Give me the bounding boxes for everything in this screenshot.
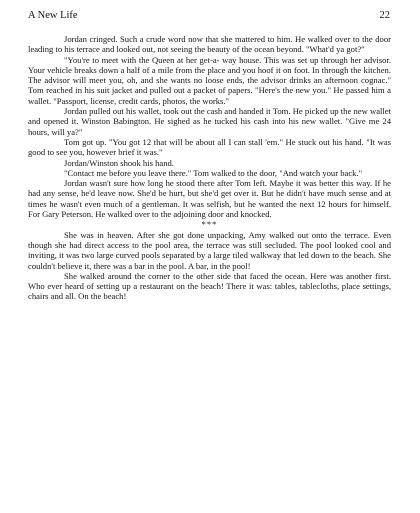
scene-break: *** xyxy=(201,219,218,230)
running-title: A New Life xyxy=(28,10,78,21)
paragraph: "You're to meet with the Queen at her get-a- way house. This was set up through her advisor. Your vehicle breaks down a half of a mile from the place and you hoof it on foot. In through the kitchen. The advisor will meet you, oh, and she wants no loose ends, the advisor drinks an afternoon cognac." Tom reached in his suit jacket and pulled out a packet of papers. "Here's the new you." He passed him a wallet. "Passport, license, credit cards, photos, the works." xyxy=(28,54,391,106)
body-text xyxy=(28,34,391,302)
paragraph: Jordan pulled out his wallet, took out the cash and handed it Tom. He picked up the new wallet and opened it. Winston Babington. He sighed as he tucked his cash into his new wallet. "Give me 24 hours, will ya?" xyxy=(28,106,391,137)
paragraph: Jordan cringed. Such a crude word now that she mattered to him. He walked over to the door leading to his terrace and looked out, not seeing the beauty of the ocean beyond. "What'd ya got?" xyxy=(28,34,391,55)
paragraph: She walked around the corner to the other side that faced the ocean. Here was another first. Who ever heard of setting up a restaurant on the beach! There it was: tables, tablecloths, place settings, chairs and all. On the beach! xyxy=(28,270,391,302)
paragraph: "Contact me before you leave there." Tom walked to the door, "And watch your back." xyxy=(64,167,363,178)
page-header xyxy=(28,9,394,23)
page-number: 22 xyxy=(379,10,390,21)
paragraph: She was in heaven. After she got done unpacking, Amy walked out onto the terrace. Even though she had direct access to the pool area, the terrace was still secluded. The pool looked cool and inviting, it was two large curved pools separated by a large tiled walkway that led down to the beach. She couldn't believe it, there was a bar in the pool. A bar, in the pool! xyxy=(28,229,391,271)
paragraph: Tom got up. "You got 12 that will be about all I can stall 'em." He stuck out his hand. "It was good to see you, however brief it was." xyxy=(28,136,391,158)
paragraph: Jordan/Winston shook his hand. xyxy=(64,157,174,168)
paragraph: Jordan wasn't sure how long he stood there after Tom left. Maybe it was better this way. If he had any sense, he'd leave now. She'd be hurt, but she'd get over it. But he didn't have much sense and at times he wasn't even much of a gentleman. It was selfish, but he wanted the next 12 hours for himself. For Gary Peterson. He walked over to the adjoining door and knocked. xyxy=(28,178,391,220)
